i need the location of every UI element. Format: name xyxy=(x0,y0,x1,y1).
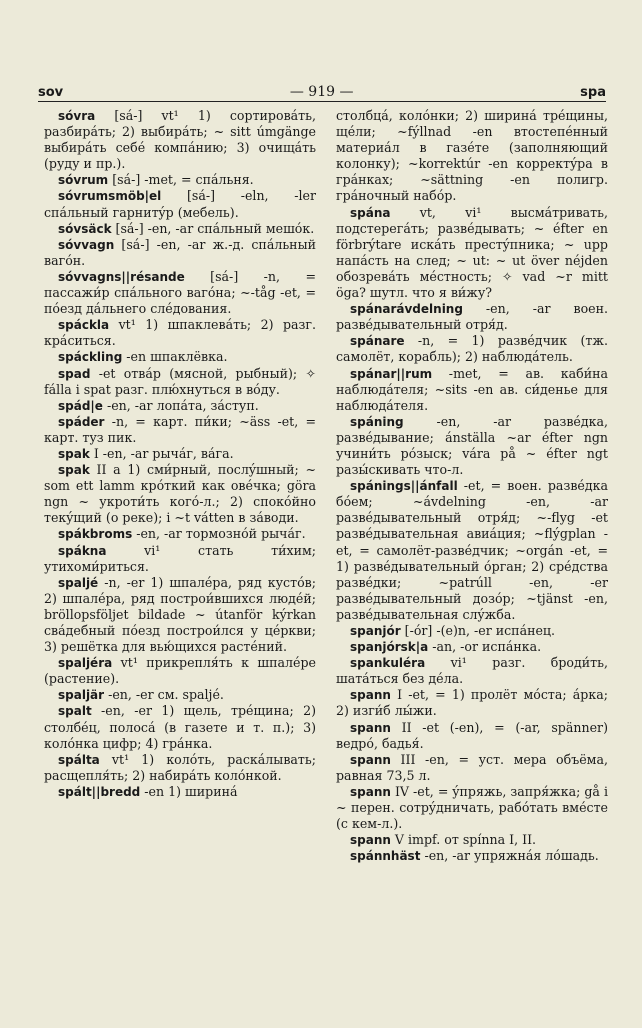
entry-headword: sóvrumsmöb|el xyxy=(58,189,162,204)
entry-definition: I -en, -ar рычáг, вáга. xyxy=(89,445,234,461)
entry-definition: vt¹ прикрепля́ть к шпалéре (растение). xyxy=(44,655,316,687)
dictionary-entry xyxy=(336,687,608,719)
dictionary-entry xyxy=(44,188,316,220)
dictionary-entry xyxy=(44,526,316,542)
entry-headword: spankuléra xyxy=(350,656,426,671)
entry-headword: spann xyxy=(350,720,391,735)
dictionary-entry xyxy=(44,366,316,398)
entry-definition: -en, -ar лопáта, зáступ. xyxy=(102,397,259,413)
entry-definition: III -en, = уст. мера объёма, равная 73,5 л. xyxy=(336,751,608,783)
entry-headword: sóvrum xyxy=(58,173,109,188)
entry-headword: spákbroms xyxy=(58,527,133,542)
entry-headword: spak xyxy=(58,446,90,461)
entry-headword: spált||bredd xyxy=(58,784,141,799)
dictionary-entry xyxy=(336,655,608,687)
entry-definition: -en, -ar развéдка, развéдывание; ánställa ~ar éfter ngn учини́ть рóзыск; vára på ~ éfter ngt разы́скивать что-л. xyxy=(336,413,608,478)
entry-definition: [sá-] -n, = пассажи́р спáльного вагóна; ~-tåg -et, = пóезд дáльнего слéдования. xyxy=(44,268,316,317)
dictionary-entry xyxy=(336,623,608,639)
entry-headword: sóvra xyxy=(58,109,96,123)
entry-definition: -n, -er 1) шпалéра, ряд кустóв; 2) шпалéра, ряд построи́вшихся людéй; bröllopsföljet bildade ~ útanför kýrkan свáдебный пóезд построи́лся у цéркви; 3) решётка для вью́щихся растéний. xyxy=(44,574,316,655)
entry-definition: [sá-] -en, -ar ж.-д. спáльный вагóн. xyxy=(44,236,316,268)
entry-definition: -en, -er 1) щель, трéщина; 2) столбéц, полосá (в газете и т. п.); 3) колóнка цифр; 4) грáнка. xyxy=(44,703,316,751)
dictionary-entry xyxy=(336,414,608,478)
entry-headword: spálta xyxy=(58,752,100,767)
entry-headword: spalt xyxy=(58,704,92,719)
entry-definition: II a 1) сми́рный, послýшный; ~ som ett lamm крóткий как овéчка; göra ngn ~ укроти́ть когó-л.; 2) спокóйно текýщий (о реке); i ~t vátten в зáводи. xyxy=(44,462,316,526)
dictionary-entry xyxy=(336,639,608,655)
entry-definition: vt, vi¹ высмáтривать, подстерегáть; развéдывать; ~ éfter en förbrýtare искáть престýпника; ~ upp напáсть на след; ~ ut: ~ ut över néjden обозревáть мéстность; ✧ vad ~r mitt öga? шутл. что я ви́жу? xyxy=(336,204,608,301)
entry-definition: столбцá, колóнки; 2) ширинá трéщины, щéли; ~fýllnad -en втостепéнный материáл в газéте (заполняющий колонку); ~korrektúr -en корректýра в грáнках; ~sättning -en полигр. грáночный набóр. xyxy=(336,108,608,204)
dictionary-entry xyxy=(44,543,316,575)
entry-headword: spánings||ánfall xyxy=(350,479,458,494)
entry-definition: [-ór] -(e)n, -er испáнец. xyxy=(400,623,556,638)
dictionary-entry xyxy=(44,172,316,188)
entry-definition: vi¹ стать ти́хим; утихоми́риться. xyxy=(44,542,316,574)
dictionary-entry xyxy=(44,575,316,655)
entry-headword: sóvvagns||résande xyxy=(58,269,185,284)
entry-headword: sóvsäck xyxy=(58,221,112,236)
entry-definition: [sá-] -en, -ar спáльный мешóк. xyxy=(111,220,315,236)
right-column xyxy=(336,108,608,988)
entry-definition: -en 1) ширинá xyxy=(140,783,238,799)
entry-headword: spákna xyxy=(58,543,107,558)
entry-definition: [sá-] -met, = спáльня. xyxy=(108,172,254,188)
entry-definition: vt¹ 1) колóть, раскáлывать; расщепля́ть; 2) набирáть колóнкой. xyxy=(44,751,316,783)
entry-definition: -n, = карт. пи́ки; ~äss -et, = карт. туз пик. xyxy=(44,413,316,445)
dictionary-entry xyxy=(44,752,316,784)
entry-headword: spaljéra xyxy=(58,656,113,671)
dictionary-entry xyxy=(44,655,316,687)
header-right-guide-word: spa xyxy=(580,85,606,100)
dictionary-entry xyxy=(44,237,316,269)
entry-headword: spann xyxy=(350,784,391,799)
entry-definition: -n, = 1) развéдчик (тж. самолёт, корабль); 2) наблюдáтель. xyxy=(336,333,608,365)
entry-definition: vt¹ 1) шпаклевáть; 2) разг. крáситься. xyxy=(44,317,316,349)
dictionary-entry xyxy=(44,269,316,317)
dictionary-entry xyxy=(44,317,316,349)
dictionary-entry xyxy=(336,301,608,333)
dictionary-entry xyxy=(336,478,608,623)
entry-headword: spann xyxy=(350,688,391,703)
entry-headword: sóvvagn xyxy=(58,237,115,252)
entry-headword: spánarávdelning xyxy=(350,302,463,317)
dictionary-entry xyxy=(336,205,608,302)
dictionary-entry xyxy=(44,414,316,446)
dictionary-entry xyxy=(44,398,316,414)
entry-definition: IV -et, = ýпряжь, запря́жка; gå i ~ перен. сотрýдничать, рабóтать вмéсте (с кем-л.). xyxy=(336,783,608,832)
dictionary-entry xyxy=(336,832,608,848)
dictionary-entry xyxy=(44,108,316,172)
header-left-guide-word: sov xyxy=(38,85,64,100)
dictionary-entry xyxy=(336,848,608,864)
page-number: — 919 — xyxy=(289,84,354,100)
entry-headword: spak xyxy=(58,463,90,478)
entry-definition: -met, = ав. каби́на наблюдáтеля; ~sits -en ав. си́денье для наблюдáтеля. xyxy=(336,365,608,413)
dictionary-entry xyxy=(44,784,316,800)
entry-headword: spánnhäst xyxy=(350,849,421,864)
entry-definition: I -et, = 1) пролёт мóста; áрка; 2) изги́б лы́жи. xyxy=(336,687,608,719)
dictionary-entry xyxy=(336,784,608,832)
dictionary-entry xyxy=(44,221,316,237)
dictionary-entry xyxy=(44,703,316,751)
entry-definition: -et отвáр (мясной, рыбный); ✧ fálla i spat разг. плю́хнуться в вóду. xyxy=(44,365,316,397)
dictionary-entry xyxy=(44,687,316,703)
entry-headword: spanjórsk|a xyxy=(350,640,429,655)
entry-definition: -an, -or испáнка. xyxy=(428,639,542,655)
entry-definition: V impf. от spínna I, II. xyxy=(390,832,537,848)
dictionary-entry xyxy=(336,720,608,752)
entry-definition: -en шпаклёвка. xyxy=(122,349,228,365)
entry-definition: II -et (-en), = (-ar, spänner) ведрó, бадья́. xyxy=(336,719,608,751)
entry-headword: spáder xyxy=(58,414,105,429)
header-rule xyxy=(38,101,606,102)
entry-definition: [sá-] -eln, -ler спáльный гарнитýр (мебель). xyxy=(44,188,316,220)
entry-headword: spáckling xyxy=(58,350,123,365)
entry-definition: -et, = воен. развéдка бóем; ~ávdelning -en, -ar развéдывательный отря́д; ~-flyg -et развéдывательная авиáция; ~flýgplan -et, = самолёт-развéдчик; ~orgán -et, = 1) развéдывательный óрган; 2) срéдства развéдки; ~patrúll -en, -er развéдывательный дозóр; ~tjänst -en, развéдывательная слýжба. xyxy=(336,478,608,622)
dictionary-entry xyxy=(336,333,608,365)
entry-definition: -en, -er см. spaljé. xyxy=(104,687,224,703)
entry-headword: spaljär xyxy=(58,688,105,703)
left-column xyxy=(44,108,316,988)
entry-headword: spann xyxy=(350,833,391,848)
entry-headword: spáning xyxy=(350,414,404,429)
entry-definition: vi¹ разг. броди́ть, шатáться без дéла. xyxy=(336,655,608,687)
entry-headword: spáckla xyxy=(58,318,110,333)
dictionary-entry xyxy=(336,366,608,414)
dictionary-entry xyxy=(336,752,608,784)
dictionary-entry xyxy=(44,462,316,526)
page-header xyxy=(38,78,606,100)
entry-definition: -en, -ar воен. развéдывательный отря́д. xyxy=(336,301,608,333)
entry-definition: -en, -ar тормознóй рычáг. xyxy=(132,526,306,542)
entry-headword: spaljé xyxy=(58,575,99,590)
entry-headword: spánar||rum xyxy=(350,366,433,381)
dictionary-columns xyxy=(44,108,608,988)
entry-headword: spann xyxy=(350,752,391,767)
entry-headword: spána xyxy=(350,205,391,220)
dictionary-entry xyxy=(44,349,316,365)
entry-headword: spád|e xyxy=(58,398,103,413)
entry-headword: spad xyxy=(58,366,91,381)
entry-definition: -en, -ar упряжнáя лóшадь. xyxy=(420,848,599,864)
entry-definition: [sá-] vt¹ 1) сортировáть, разбирáть; 2) выбирáть; ~ sitt úmgänge выбирáть себé компáнию; 3) очищáть (руду и пр.). xyxy=(44,108,316,172)
entry-headword: spanjór xyxy=(350,624,401,638)
entry-headword: spánare xyxy=(350,334,405,349)
dictionary-entry xyxy=(336,108,608,205)
dictionary-entry xyxy=(44,446,316,462)
